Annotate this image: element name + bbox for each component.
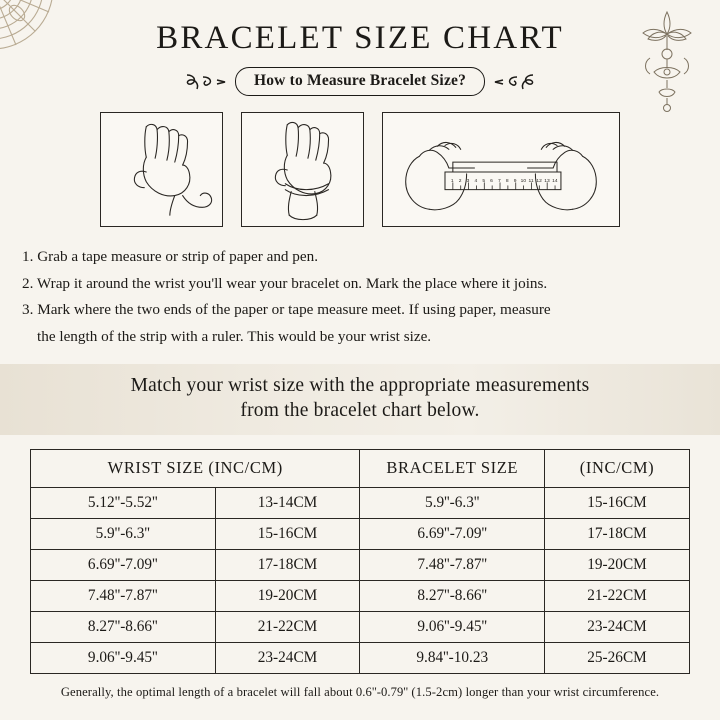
step-2: 2. Wrap it around the wrist you'll wear your bracelet on. Mark the place where it joins. [22, 274, 548, 292]
header-wrist-size: WRIST SIZE (INC/CM) [31, 449, 360, 487]
step-3-continued: the length of the strip with a ruler. This would be your wrist size. [37, 327, 432, 345]
illustration-hands-measuring-with-ruler [382, 112, 620, 227]
cell-wrist-inc: 5.9''-6.3'' [31, 518, 216, 549]
cell-bracelet-inc: 9.06''-9.45'' [360, 611, 545, 642]
size-table [30, 449, 690, 674]
cell-wrist-inc: 5.12''-5.52'' [31, 487, 216, 518]
subtitle-badge: How to Measure Bracelet Size? [235, 67, 485, 96]
illustration-row [0, 112, 720, 227]
page-title: BRACELET SIZE CHART [156, 20, 564, 56]
flourish-right-icon [493, 71, 537, 93]
cell-bracelet-inc: 9.84''-10.23 [360, 642, 545, 673]
step-1: 1. Grab a tape measure or strip of paper and pen. [22, 248, 319, 265]
cell-wrist-inc: 6.69''-7.09'' [31, 549, 216, 580]
step-3: 3. Mark where the two ends of the paper or tape measure meet. If using paper, measure [22, 301, 551, 319]
svg-text:14: 14 [552, 178, 558, 184]
illustration-hand-with-tape-start [100, 112, 223, 227]
svg-text:4: 4 [474, 178, 478, 184]
cell-bracelet-inc: 7.48''-7.87'' [360, 549, 545, 580]
table-header-row [31, 449, 690, 487]
svg-text:12: 12 [536, 178, 542, 184]
header-bracelet-size: BRACELET SIZE [360, 449, 545, 487]
match-banner-line-2: from the bracelet chart below. [240, 400, 480, 422]
svg-text:11: 11 [528, 178, 534, 184]
svg-text:5: 5 [482, 178, 486, 184]
match-instruction-banner [0, 364, 720, 435]
cell-wrist-inc: 7.48''-7.87'' [31, 580, 216, 611]
table-row [31, 518, 690, 549]
svg-text:3: 3 [466, 178, 470, 184]
cell-bracelet-cm: 23-24CM [545, 611, 690, 642]
illustration-hand-wrapping-tape [241, 112, 364, 227]
svg-text:7: 7 [498, 178, 501, 184]
table-row [31, 580, 690, 611]
svg-text:10: 10 [520, 178, 527, 184]
subtitle-row [0, 67, 720, 96]
flourish-left-icon [183, 71, 227, 93]
svg-text:6: 6 [490, 178, 493, 184]
header-bracelet-unit: (INC/CM) [545, 449, 690, 487]
cell-bracelet-inc: 5.9''-6.3'' [360, 487, 545, 518]
svg-text:1: 1 [450, 178, 454, 184]
cell-bracelet-cm: 21-22CM [545, 580, 690, 611]
cell-bracelet-cm: 25-26CM [545, 642, 690, 673]
table-row [31, 611, 690, 642]
cell-wrist-cm: 19-20CM [215, 580, 360, 611]
cell-wrist-cm: 17-18CM [215, 549, 360, 580]
svg-text:9: 9 [513, 178, 517, 184]
cell-bracelet-cm: 15-16CM [545, 487, 690, 518]
match-banner-line-1: Match your wrist size with the appropriate measurements [130, 374, 590, 396]
footnote: Generally, the optimal length of a bracelet will fall about 0.6''-0.79'' (1.5-2cm) longer than your wrist circumference. [60, 684, 660, 699]
cell-wrist-inc: 8.27''-8.66'' [31, 611, 216, 642]
table-row [31, 487, 690, 518]
cell-wrist-cm: 21-22CM [215, 611, 360, 642]
svg-text:2: 2 [458, 178, 462, 184]
cell-bracelet-cm: 17-18CM [545, 518, 690, 549]
measure-steps [22, 245, 698, 350]
svg-text:8: 8 [505, 178, 509, 184]
svg-text:13: 13 [544, 178, 550, 184]
cell-bracelet-inc: 6.69''-7.09'' [360, 518, 545, 549]
cell-wrist-cm: 23-24CM [215, 642, 360, 673]
table-row [31, 642, 690, 673]
cell-wrist-cm: 15-16CM [215, 518, 360, 549]
cell-bracelet-cm: 19-20CM [545, 549, 690, 580]
cell-wrist-cm: 13-14CM [215, 487, 360, 518]
table-row [31, 549, 690, 580]
cell-wrist-inc: 9.06''-9.45'' [31, 642, 216, 673]
cell-bracelet-inc: 8.27''-8.66'' [360, 580, 545, 611]
